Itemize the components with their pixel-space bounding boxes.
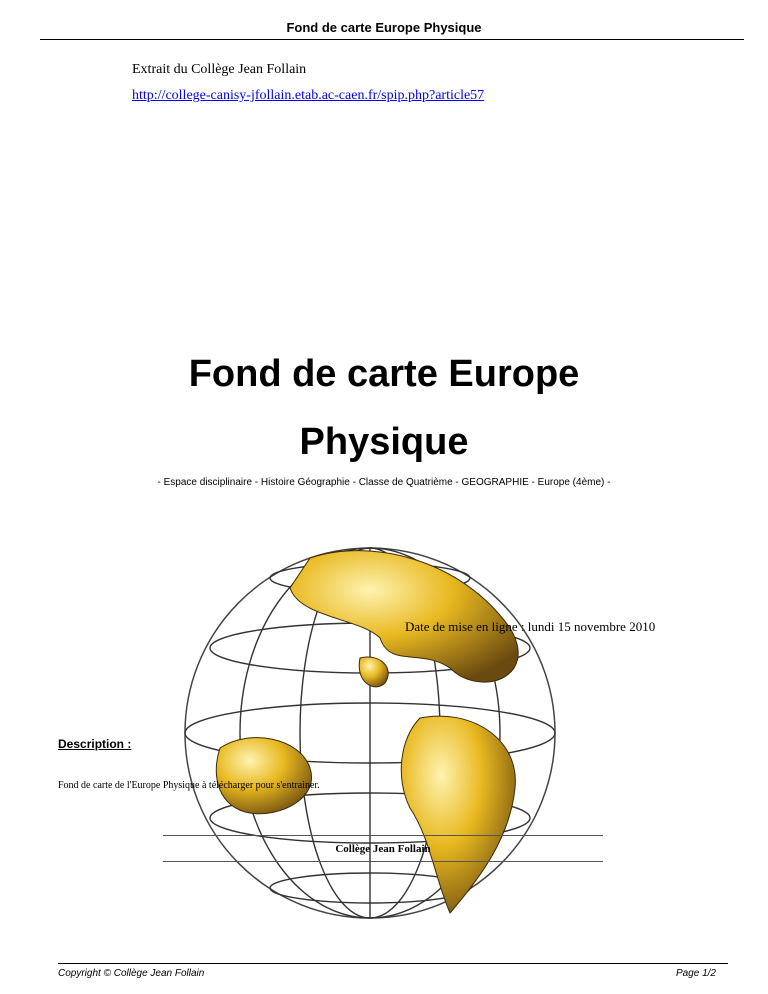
header-divider xyxy=(40,39,744,40)
footer-page-number: Page 1/2 xyxy=(675,968,716,979)
source-extract: Extrait du Collège Jean Follain xyxy=(132,62,307,77)
footer-divider xyxy=(58,963,728,964)
signature-divider-top xyxy=(163,835,603,836)
article-title xyxy=(0,340,768,476)
globe-icon xyxy=(180,518,560,938)
signature: Collège Jean Follain xyxy=(335,843,431,855)
page-header-title: Fond de carte Europe Physique xyxy=(286,20,482,35)
description-text: Fond de carte de l'Europe Physique à télécharger pour s'entrainer. xyxy=(58,780,320,791)
breadcrumb: - Espace disciplinaire - Histoire Géographie - Classe de Quatrième - GEOGRAPHIE - Europe (4ème) - xyxy=(157,477,611,488)
description-heading: Description : xyxy=(58,737,132,751)
footer-copyright: Copyright © Collège Jean Follain xyxy=(58,968,205,979)
article-title-line1: Fond de carte Europe xyxy=(188,353,580,395)
source-link[interactable]: http://college-canisy-jfollain.etab.ac-caen.fr/spip.php?article57 xyxy=(132,88,485,103)
signature-divider-bottom xyxy=(163,861,603,862)
publication-date: Date de mise en ligne : lundi 15 novembre 2010 xyxy=(405,619,656,634)
article-title-line2: Physique xyxy=(299,421,469,463)
